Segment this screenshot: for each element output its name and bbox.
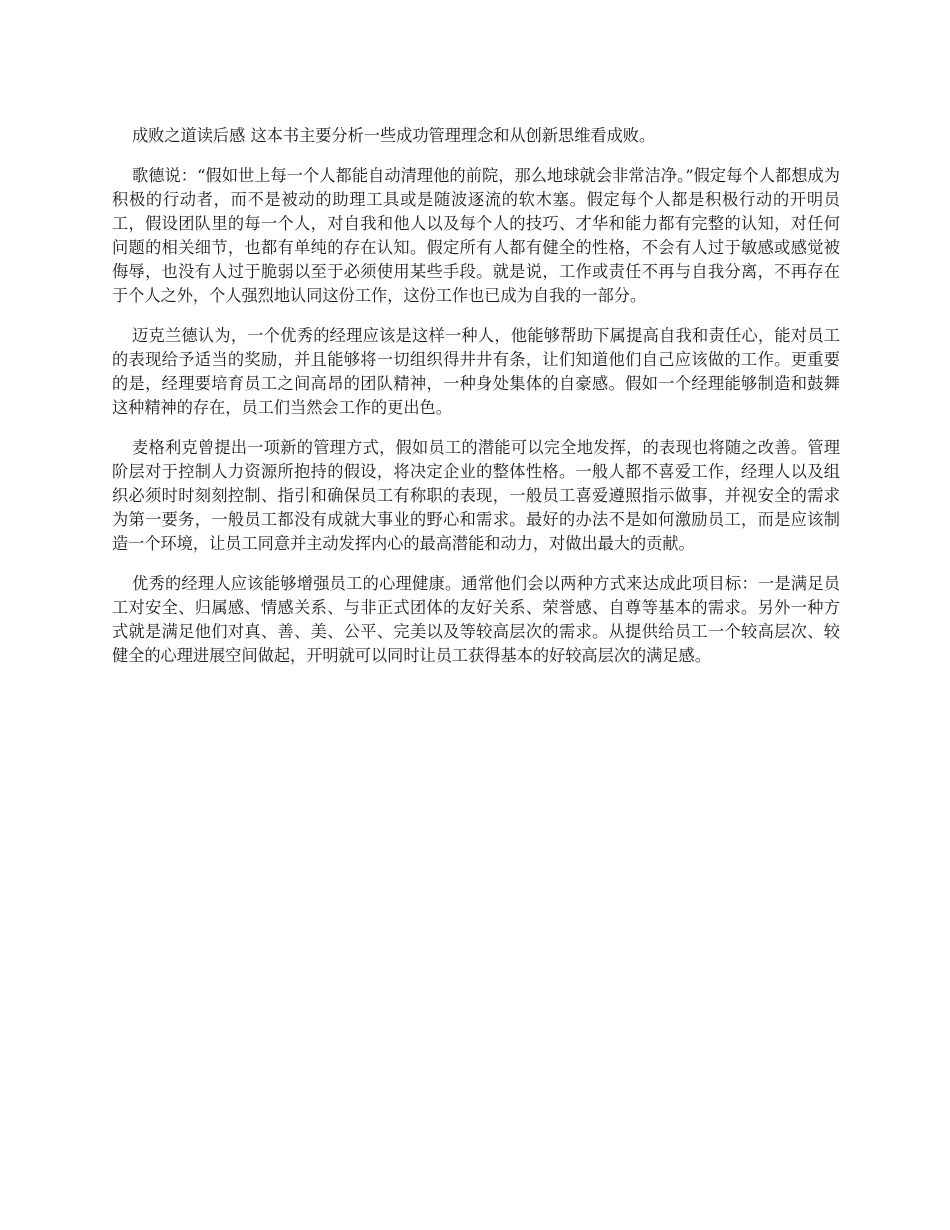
paragraph-goethe: 歌德说：“假如世上每一个人都能自动清理他的前院，那么地球就会非常洁净。”假定每个人都想成为积极的行动者，而不是被动的助理工具或是随波逐流的软木塞。假定每个人都是积极行动的开明员工，假设团队里的每一个人，对自我和他人以及每个人的技巧、才华和能力都有完整的认知，对任何问题的相关细节，也都有单纯的存在认知。假定所有人都有健全的性格，不会有人过于敏感或感觉被侮辱，也没有人过于脆弱以至于必须使用某些手段。就是说，工作或责任不再与自我分离，不再存在于个人之外，个人强烈地认同这份工作，这份工作也已成为自我的一部分。 [112, 166, 840, 305]
document-body [112, 124, 840, 684]
paragraph-mcclelland: 迈克兰德认为，一个优秀的经理应该是这样一种人，他能够帮助下属提高自我和责任心，能对员工的表现给予适当的奖励，并且能够将一切组织得井井有条，让们知道他们自己应该做的工作。更重要的是，经理要培育员工之间高昂的团队精神，一种身处集体的自豪感。假如一个经理能够制造和鼓舞这种精神的存在，员工们当然会工作的更出色。 [112, 326, 840, 417]
paragraph-mcgregor: 麦格利克曾提出一项新的管理方式，假如员工的潜能可以完全地发挥，的表现也将随之改善。管理阶层对于控制人力资源所抱持的假设，将决定企业的整体性格。一般人都不喜爱工作，经理人以及组织必须时时刻刻控制、指引和确保员工有称职的表现，一般员工喜爱遵照指示做事，并视安全的需求为第一要务，一般员工都没有成就大事业的野心和需求。最好的办法不是如何激励员工，而是应该制造一个环境，让员工同意并主动发挥内心的最高潜能和动力，对做出最大的贡献。 [112, 438, 840, 553]
paragraph-intro: 成败之道读后感 这本书主要分析一些成功管理理念和从创新思维看成败。 [132, 126, 656, 145]
paragraph-psychological-health: 优秀的经理人应该能够增强员工的心理健康。通常他们会以两种方式来达成此项目标：一是满足员工对安全、归属感、情感关系、与非正式团体的友好关系、荣誉感、自尊等基本的需求。另外一种方式就是满足他们对真、善、美、公平、完美以及等较高层次的需求。从提供给员工一个较高层次、较健全的心理进展空间做起，开明就可以同时让员工获得基本的好较高层次的满足感。 [112, 574, 840, 665]
